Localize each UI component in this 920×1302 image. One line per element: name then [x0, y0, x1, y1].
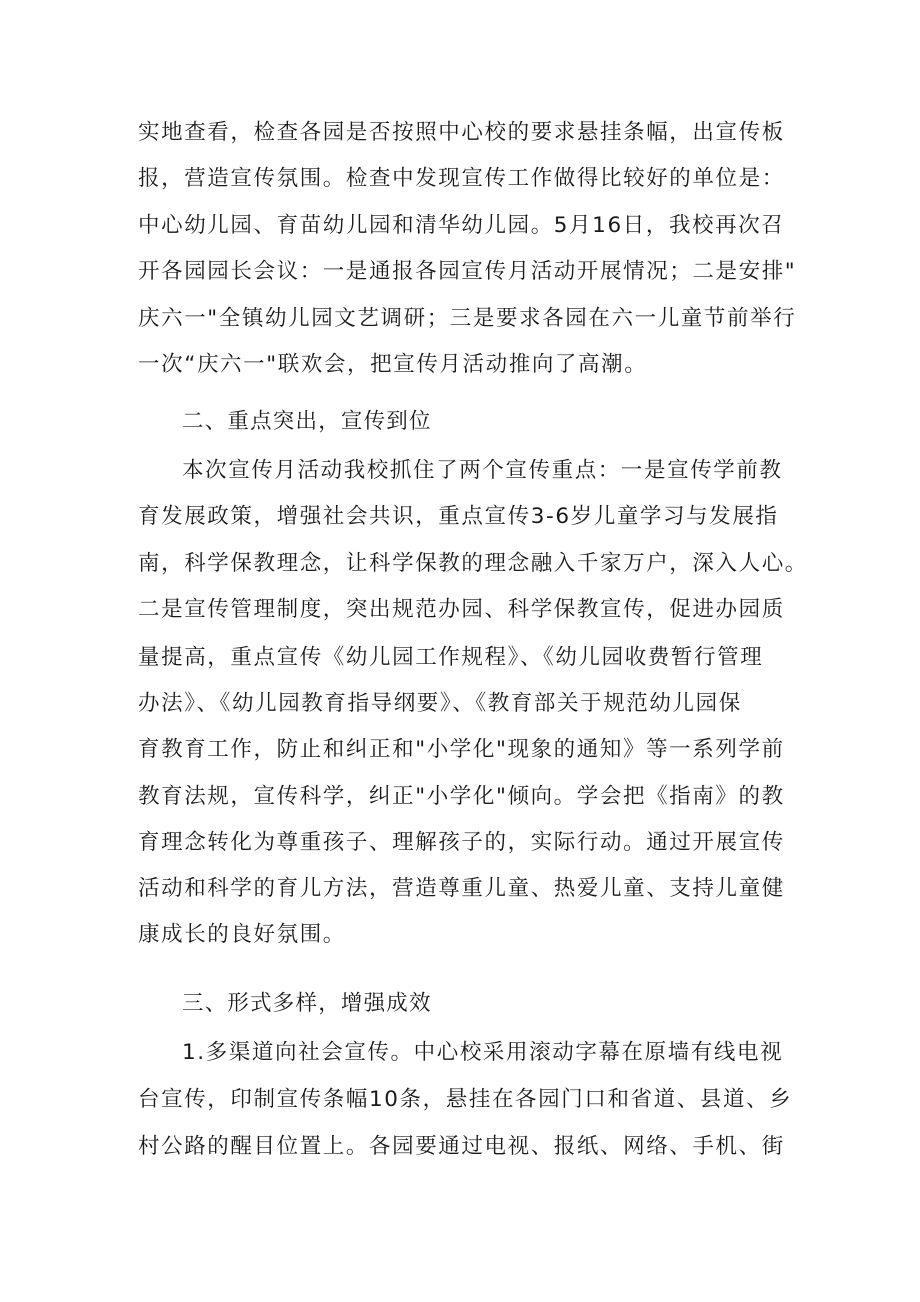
paragraph-line: 康成长的良好氛围。: [138, 922, 346, 947]
paragraph-line: 庆六一"全镇幼儿园文艺调研；三是要求各园在六一儿童节前举行: [138, 306, 797, 331]
paragraph-line: 育发展政策，增强社会共识，重点宣传3-6岁儿童学习与发展指: [138, 504, 779, 529]
paragraph-line: 村公路的醒目位置上。各园要通过电视、报纸、网络、手机、街: [138, 1134, 785, 1159]
section-heading-2: 二、重点突出，宣传到位: [182, 409, 432, 434]
paragraph-line: 育理念转化为尊重孩子、理解孩子的，实际行动。通过开展宣传: [138, 830, 785, 855]
paragraph-line: 台宣传，印制宣传条幅10条，悬挂在各园门口和省道、县道、乡: [138, 1087, 793, 1112]
paragraph-line: 育教育工作，防止和纠正和"小学化"现象的通知》等一系列学前: [138, 737, 785, 762]
paragraph-line: 二是宣传管理制度，突出规范办园、科学保教宣传，促进办园质: [138, 597, 785, 622]
paragraph-line: 教育法规，宣传科学，纠正"小学化"倾向。学会把《指南》的教: [138, 784, 785, 809]
paragraph-line: 实地查看，检查各园是否按照中心校的要求悬挂条幅，出宣传板: [138, 120, 785, 145]
paragraph-line: 南，科学保教理念，让科学保教的理念融入千家万户，深入人心。: [138, 551, 808, 576]
paragraph-line: 开各园园长会议：一是通报各园宣传月活动开展情况；二是安排": [138, 259, 797, 284]
section-heading-3: 三、形式多样，增强成效: [182, 991, 432, 1016]
paragraph-line: 中心幼儿园、育苗幼儿园和清华幼儿园。5月16日，我校再次召: [138, 213, 785, 238]
paragraph-line: 一次“庆六一"联欢会，把宣传月活动推向了高潮。: [138, 352, 648, 377]
paragraph-line: 本次宣传月活动我校抓住了两个宣传重点：一是宣传学前教: [182, 458, 783, 483]
paragraph-line: 报，营造宣传氛围。检查中发现宣传工作做得比较好的单位是：: [138, 166, 785, 191]
paragraph-line: 量提高，重点宣传《幼儿园工作规程》、《幼儿园收费暂行管理: [138, 645, 764, 670]
paragraph-line: 活动和科学的育儿方法，营造尊重儿童、热爱儿童、支持儿童健: [138, 876, 785, 901]
paragraph-line: 1.多渠道向社会宣传。中心校采用滚动字幕在原墙有线电视: [182, 1040, 784, 1065]
paragraph-line: 办法》、《幼儿园教育指导纲要》、《教育部关于规范幼儿园保: [138, 691, 742, 716]
